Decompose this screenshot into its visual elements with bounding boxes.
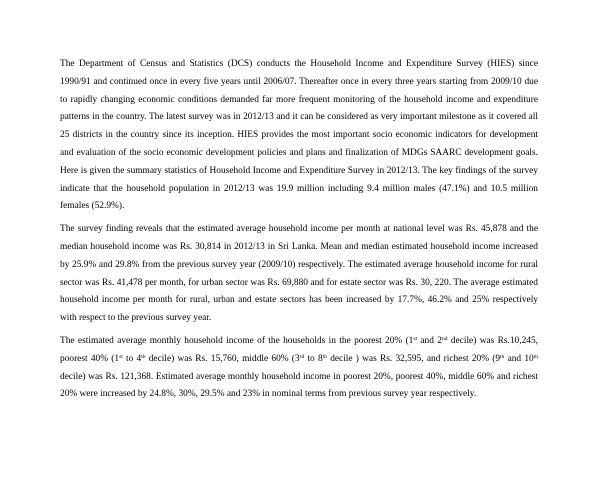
document-body (60, 56, 538, 404)
text-run: to 8 (304, 353, 323, 364)
ordinal-suffix: nd (441, 335, 448, 342)
text-run: The survey finding reveals that the estimated average household income per month at national level was Rs. 45,878 and the median household income was Rs. 30,814 in 2012/13 in Sri Lanka. Mean and median estimated household income increased by 25.9% and 29.8% from the previous survey year (2009/10) respectively. The estimated average household income for rural sector was Rs. 41,478 per month, for urban sector was Rs. 69,880 and for estate sector was Rs. 30, 220. The average estimated household income per month for rural, urban and estate sectors has been increased by 17.7%, 46.2% and 25% respectively with respect to the previous survey year. (60, 224, 538, 324)
paragraph-household-income-findings (60, 221, 538, 328)
ordinal-suffix: th (322, 353, 327, 360)
paragraph-income-by-quintile (60, 333, 538, 404)
text-run: and 10 (504, 353, 534, 364)
ordinal-suffix: th (500, 353, 505, 360)
ordinal-suffix: th (141, 353, 146, 360)
text-run: The Department of Census and Statistics (DCS) conducts the Household Income and Expenditure Survey (HIES) since 1990/91 and continued once in every five years until 2006/07. Thereafter once in every three years starting from 2009/10 due to rapidly changing economic conditions demanded far more frequent monitoring of the household income and expenditure patterns in the country. The latest survey was in 2012/13 and it can be considered as very important milestone as it covered all 25 districts in the country since its inception. HIES provides the most important socio economic indicators for development and evaluation of the socio economic development policies and plans and finalization of MDGs SAARC development goals. Here is given the summary statistics of Household Income and Expenditure Survey in 2012/13. The key findings of the survey indicate that the household population in 2012/13 was 19.9 million including 9.4 million males (47.1%) and 10.5 million females (52.9%). (60, 59, 538, 212)
text-run: decile) was Rs.10,245, poorest 40% (1 (60, 335, 538, 364)
text-run: and 2 (417, 335, 442, 346)
text-run: to 4 (122, 353, 142, 364)
ordinal-suffix: rd (299, 353, 305, 360)
text-run: decile ) was Rs. 32,595, and richest 20% (9 (326, 353, 501, 364)
ordinal-suffix: st (119, 353, 123, 360)
text-run: The estimated average monthly household income of the households in the poorest 20% (1 (60, 335, 414, 346)
text-run: decile) was Rs. 121,368. Estimated average monthly household income in poorest 20%, poorest 40%, middle 60% and richest 20% were increased by 24.8%, 30%, 29.5% and 23% in nominal terms from previous survey year respectively. (60, 371, 538, 400)
text-run: decile) was Rs. 15,760, middle 60% (3 (145, 353, 300, 364)
ordinal-suffix: th (533, 353, 538, 360)
ordinal-suffix: st (413, 335, 418, 342)
paragraph-hies-overview (60, 56, 538, 216)
